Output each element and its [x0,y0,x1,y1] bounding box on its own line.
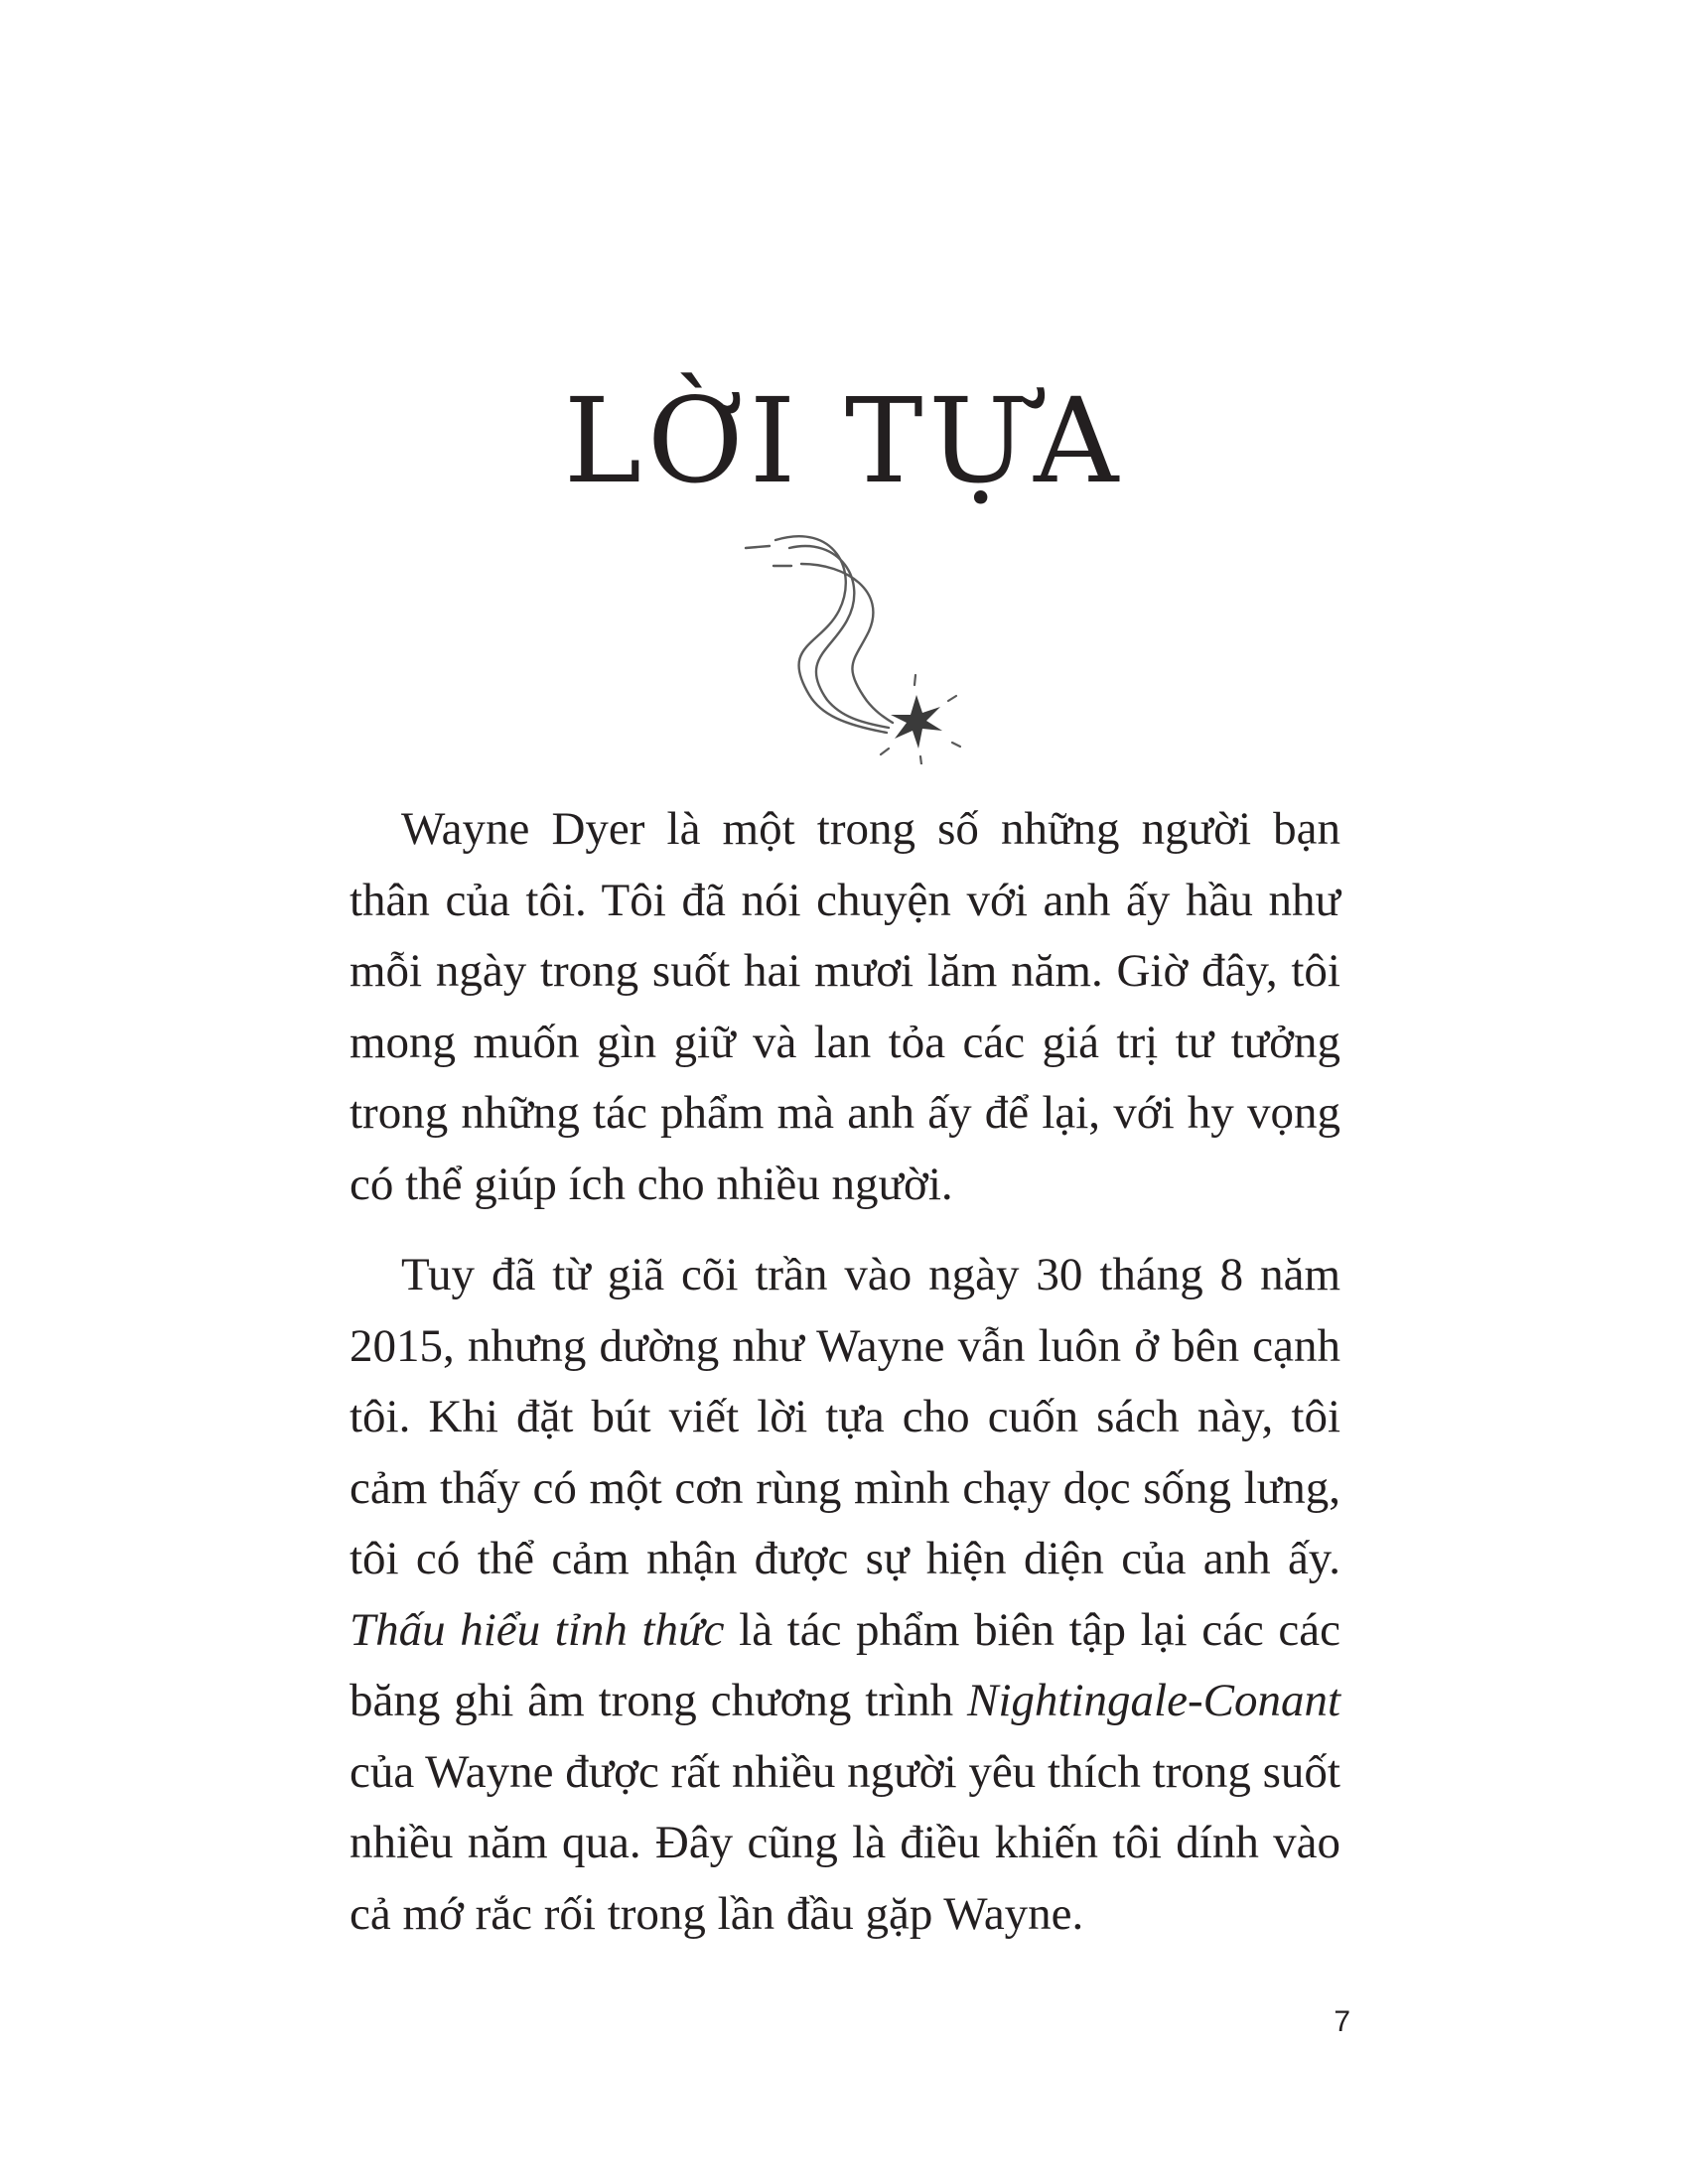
program-name-italic: Nightingale-Conant [967,1675,1340,1726]
book-title-italic: Thấu hiểu tỉnh thức [350,1603,725,1656]
paragraph-2-part-2: là tác phẩm biên tập lại các các băng ghi âm trong chương trình [350,1603,1340,1726]
paragraph-2-part-3: của Wayne được rất nhiều người yêu thích trong suốt nhiều năm qua. Đây cũng là điều khiến tôi dính vào cả mớ rắc rối trong lần đầu gặp Wayne. [350,1745,1340,1940]
body-text [350,794,1340,1970]
chapter-title: LỜI TỰA [563,372,1125,509]
paragraph-2-part-1: Tuy đã từ giã cõi trần vào ngày 30 tháng 8 năm 2015, nhưng dường như Wayne vẫn luôn ở bên cạnh tôi. Khi đặt bút viết lời tựa cho cuốn sách này, tôi cảm thấy có một cơn rùng mình chạy dọc sống lưng, tôi có thể cảm nhận được sự hiện diện của anh ấy. [350,1249,1340,1584]
shooting-star-icon [740,526,968,764]
paragraph-1: Wayne Dyer là một trong số những người bạn thân của tôi. Tôi đã nói chuyện với anh ấy hầu như mỗi ngày trong suốt hai mươi lăm năm. Giờ đây, tôi mong muốn gìn giữ và lan tỏa các giá trị tư tưởng trong những tác phẩm mà anh ấy để lại, với hy vọng có thể giúp ích cho nhiều người. [350,803,1340,1210]
page-number: 7 [1334,2005,1350,2038]
paragraph-2 [350,1240,1340,1950]
